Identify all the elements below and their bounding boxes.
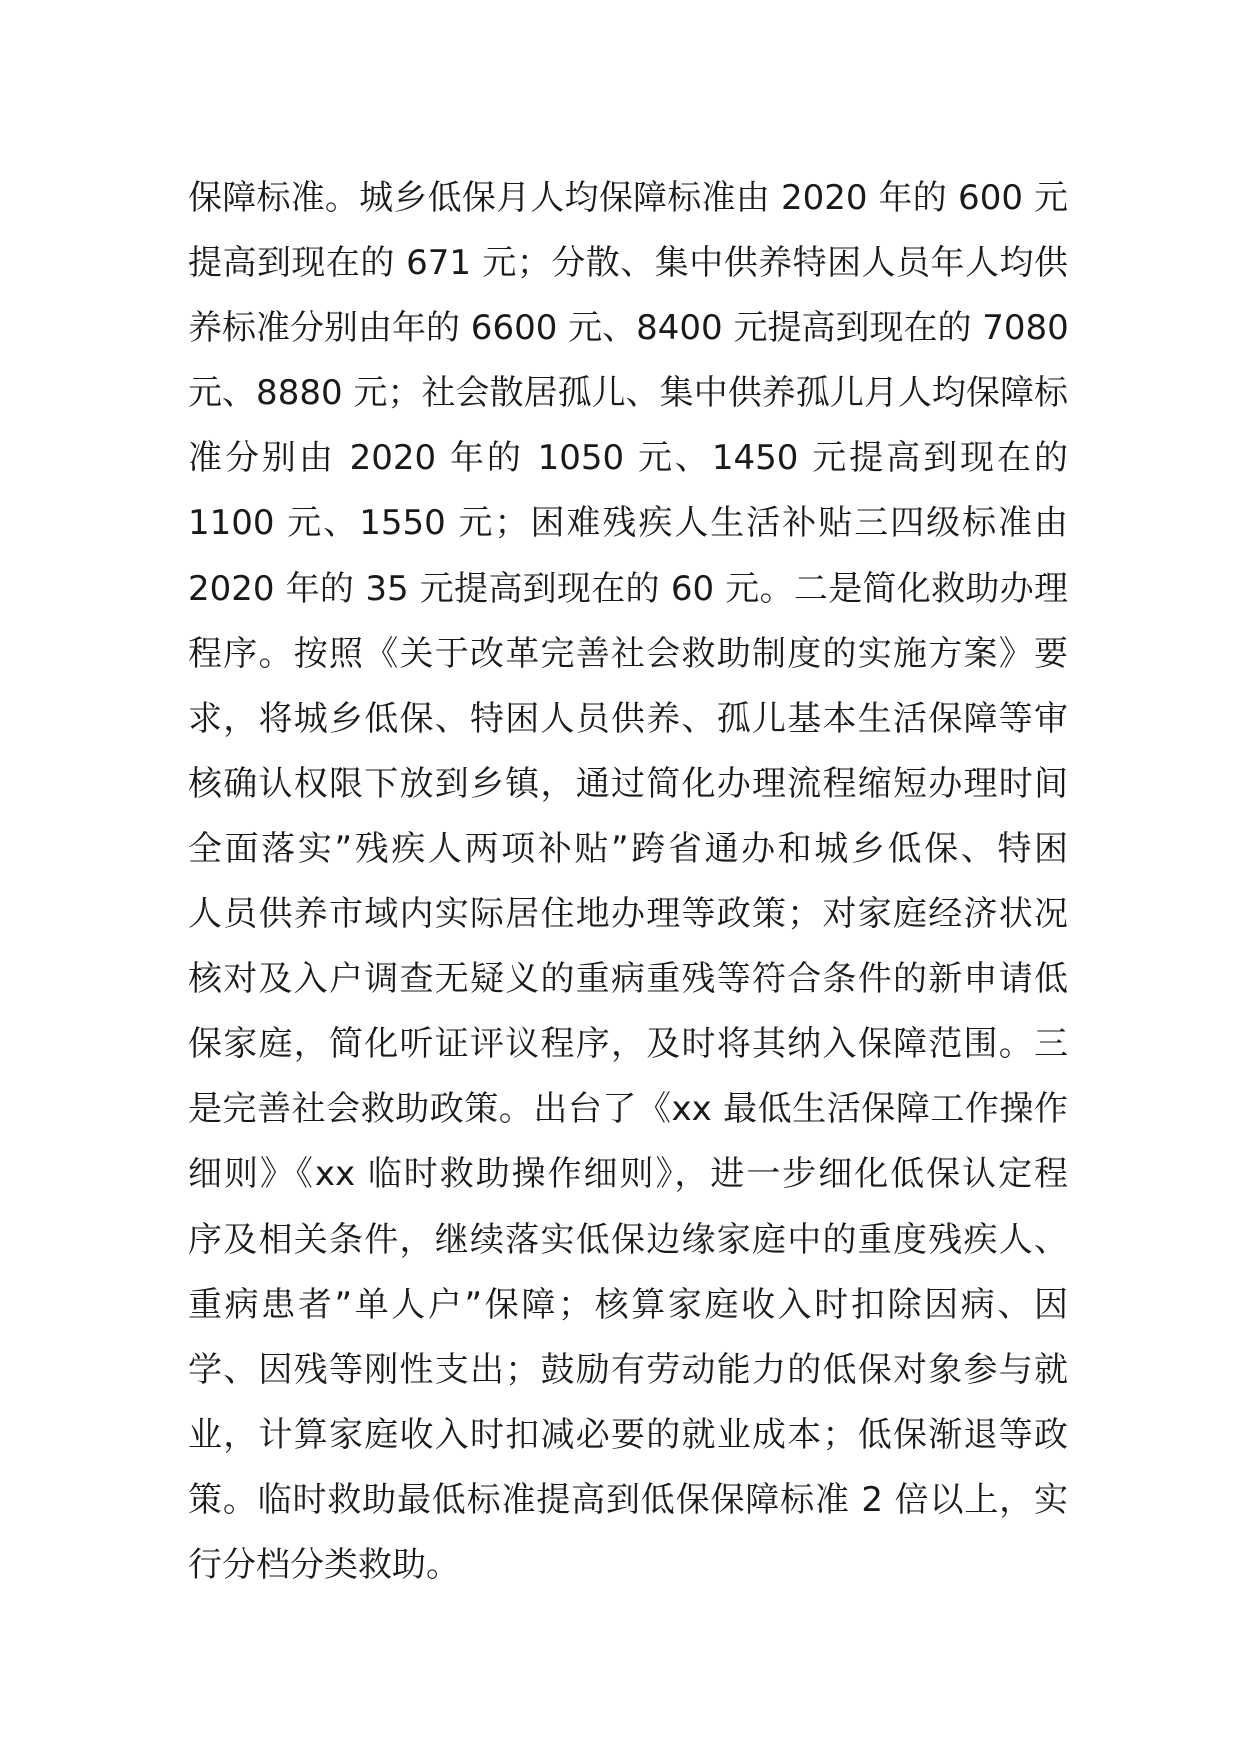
text-line: 学、因残等刚性支出；鼓励有劳动能力的低保对象参与就 [188, 1349, 1068, 1390]
text-line: 提高到现在的 671 元；分散、集中供养特困人员年人均供 [188, 243, 1068, 284]
text-line: 保障标准。城乡低保月人均保障标准由 2020 年的 600 元 [188, 178, 1068, 218]
text-line: 全面落实”残疾人两项补贴”跨省通办和城乡低保、特困 [188, 828, 1068, 869]
text-line: 保家庭，简化听证评议程序，及时将其纳入保障范围。三 [188, 1024, 1068, 1065]
text-line: 核确认权限下放到乡镇，通过简化办理流程缩短办理时间 [188, 763, 1068, 804]
text-line: 策。临时救助最低标准提高到低保保障标准 2 倍以上，实 [188, 1479, 1068, 1520]
text-line: 序及相关条件，继续落实低保边缘家庭中的重度残疾人、 [188, 1219, 1068, 1260]
text-line: 元、8880 元；社会散居孤儿、集中供养孤儿月人均保障标 [188, 373, 1068, 414]
body-paragraph [188, 166, 1068, 1598]
text-line: 准分别由 2020 年的 1050 元、1450 元提高到现在的 [188, 438, 1068, 479]
text-line: 是完善社会救助政策。出台了《xx 最低生活保障工作操作 [188, 1089, 1068, 1130]
text-line: 人员供养市域内实际居住地办理等政策；对家庭经济状况 [188, 894, 1068, 935]
text-line: 业，计算家庭收入时扣减必要的就业成本；低保渐退等政 [188, 1414, 1068, 1455]
text-line: 1100 元、1550 元；困难残疾人生活补贴三四级标准由 [188, 503, 1068, 544]
text-line: 重病患者”单人户”保障；核算家庭收入时扣除因病、因 [188, 1284, 1068, 1325]
text-line: 行分档分类救助。 [188, 1544, 460, 1585]
text-line: 核对及入户调查无疑义的重病重残等符合条件的新申请低 [188, 959, 1068, 1000]
text-line: 程序。按照《关于改革完善社会救助制度的实施方案》要 [188, 633, 1068, 674]
text-line: 养标准分别由年的 6600 元、8400 元提高到现在的 7080 [188, 308, 1069, 349]
text-line: 细则》《xx 临时救助操作细则》，进一步细化低保认定程 [188, 1154, 1068, 1195]
text-line: 2020 年的 35 元提高到现在的 60 元。二是简化救助办理 [188, 568, 1068, 609]
text-line: 求，将城乡低保、特困人员供养、孤儿基本生活保障等审 [188, 698, 1068, 739]
